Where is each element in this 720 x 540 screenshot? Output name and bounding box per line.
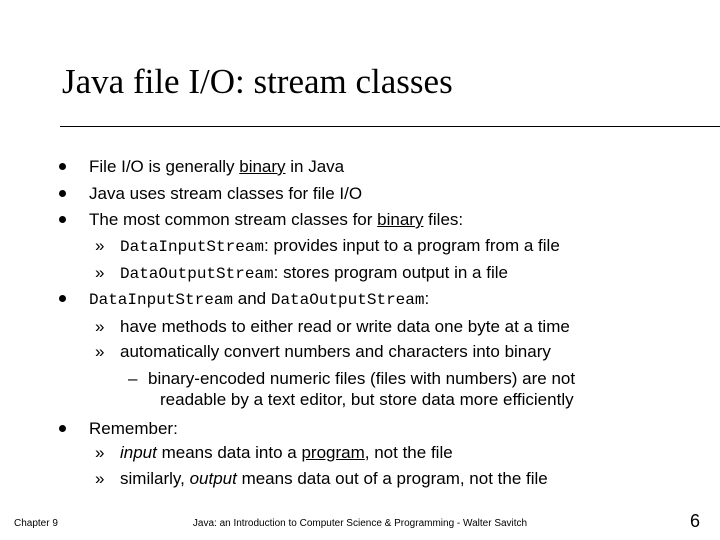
bullet-1-emph: binary (239, 157, 286, 176)
bullet-5-sub-2 (120, 470, 548, 487)
footer-chapter: Chapter 9 (14, 518, 58, 529)
sub-marker: » (95, 342, 105, 361)
sub-marker: » (95, 317, 105, 336)
code-dataoutputstream: DataOutputStream (270, 291, 425, 309)
sub-marker: » (95, 263, 105, 282)
bullet-4-dash-line-1: binary-encoded numeric files (files with numbers) are not (148, 369, 576, 388)
sub-marker: » (95, 443, 105, 462)
dash-marker: – (128, 369, 138, 388)
bullet-5-sub-1 (120, 444, 453, 461)
bullet-3-text-a: The most common stream classes for (89, 210, 378, 229)
bullet-5-sub-2-a: similarly, (120, 469, 190, 488)
slide-title: Java file I/O: stream classes (62, 62, 453, 101)
bullet-2: Java uses stream classes for file I/O (89, 184, 363, 203)
sub-marker: » (95, 469, 105, 488)
bullet-dot (59, 190, 66, 197)
emph-program: program (301, 443, 365, 462)
page-number: 6 (690, 511, 701, 531)
bullet-3-sub-1 (120, 237, 560, 256)
sub-marker: » (95, 236, 105, 255)
bullet-dot (59, 295, 66, 302)
code-datainputstream: DataInputStream (120, 238, 265, 256)
code-datainputstream: DataInputStream (89, 291, 234, 309)
bullet-3-sub-2-text: : stores program output in a file (273, 263, 508, 282)
bullet-1 (89, 158, 344, 175)
bullet-3-sub-1-text: : provides input to a program from a file (264, 236, 560, 255)
bullet-5-sub-1-a: means data into a (156, 443, 302, 462)
bullet-3-sub-2 (120, 264, 508, 283)
bullet-dot (59, 425, 66, 432)
bullet-5: Remember: (89, 419, 178, 438)
bullet-4-sub-1: have methods to either read or write data one byte at a time (120, 317, 570, 336)
bullet-dot (59, 216, 66, 223)
bullet-4-end: : (424, 289, 430, 308)
bullet-3 (89, 211, 463, 228)
bullet-5-sub-2-b: means data out of a program, not the file (236, 469, 548, 488)
bullet-3-text-c: files: (423, 210, 464, 229)
bullet-1-text-a: File I/O is generally (89, 157, 240, 176)
bullet-5-sub-1-b: , not the file (364, 443, 453, 462)
emph-output: output (189, 469, 237, 488)
bullet-4 (89, 290, 429, 309)
emph-input: input (120, 443, 157, 462)
bullet-3-emph: binary (377, 210, 424, 229)
bullet-dot (59, 163, 66, 170)
bullet-4-sub-2: automatically convert numbers and characters into binary (120, 342, 551, 361)
bullet-1-text-c: in Java (285, 157, 345, 176)
bullet-4-dash-line-2: readable by a text editor, but store data more efficiently (160, 390, 574, 409)
bullet-4-mid: and (233, 289, 271, 308)
footer-course-title: Java: an Introduction to Computer Science & Programming - Walter Savitch (192, 518, 528, 529)
code-dataoutputstream: DataOutputStream (120, 265, 274, 283)
